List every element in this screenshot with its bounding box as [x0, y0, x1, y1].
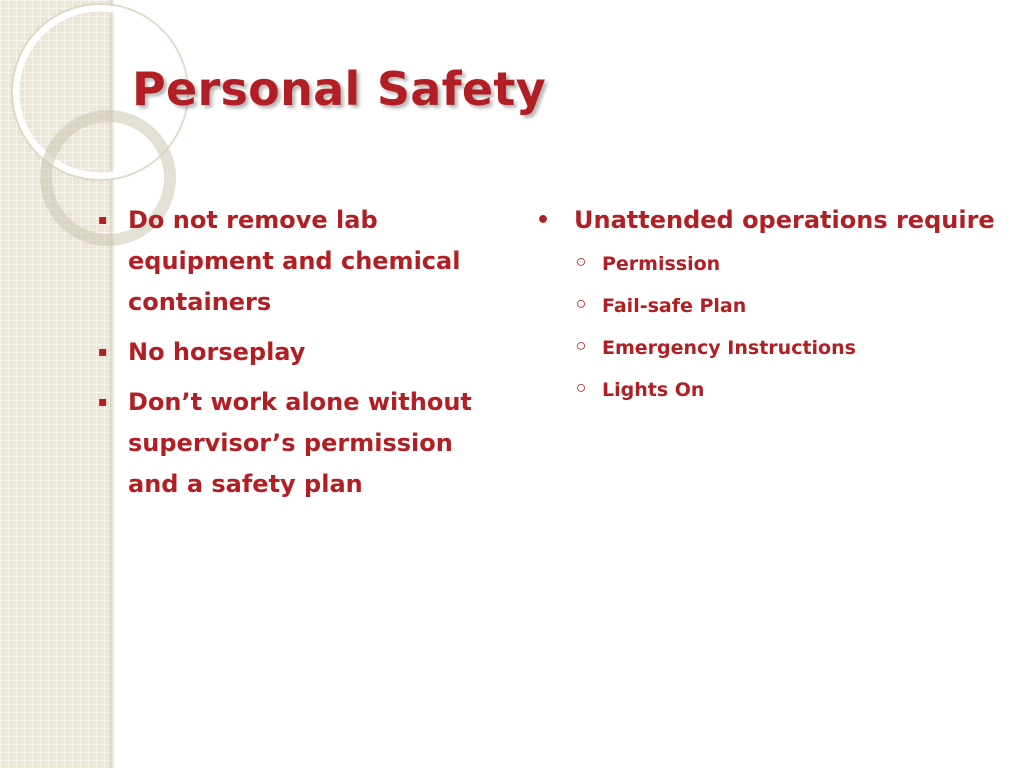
list-item-text: No horseplay: [128, 338, 306, 366]
hollow-circle-bullet-icon: ◦: [574, 251, 589, 276]
round-bullet-icon: •: [536, 208, 551, 233]
square-bullet-icon: ▪: [98, 212, 108, 228]
hollow-circle-bullet-icon: ◦: [574, 293, 589, 318]
sub-bullet-list: [574, 243, 1006, 411]
slide-title: Personal Safety: [132, 62, 547, 116]
sub-list-item-text: Fail-safe Plan: [602, 295, 747, 317]
sub-list-item-text: Permission: [602, 253, 721, 275]
sub-list-item: [574, 285, 1006, 327]
list-item-text: Do not remove lab equipment and chemical containers: [128, 206, 461, 316]
sub-list-item-text: Emergency Instructions: [602, 337, 856, 359]
right-bullet-list: [536, 200, 1006, 411]
right-column: [536, 200, 1006, 420]
sub-list-item-text: Lights On: [602, 379, 705, 401]
square-bullet-icon: ▪: [98, 394, 108, 410]
list-item: [96, 200, 476, 323]
left-column: [96, 200, 476, 514]
left-bullet-list: [96, 200, 476, 505]
sub-list-item: [574, 369, 1006, 411]
square-bullet-icon: ▪: [98, 344, 108, 360]
sub-list-item: [574, 327, 1006, 369]
hollow-circle-bullet-icon: ◦: [574, 335, 589, 360]
list-item: [96, 332, 476, 373]
list-item: [536, 200, 1006, 411]
list-item-text: Unattended operations require: [574, 206, 995, 234]
sub-list-item: [574, 243, 1006, 285]
list-item-text: Don’t work alone without supervisor’s permission and a safety plan: [128, 388, 472, 498]
list-item: [96, 382, 476, 505]
hollow-circle-bullet-icon: ◦: [574, 377, 589, 402]
